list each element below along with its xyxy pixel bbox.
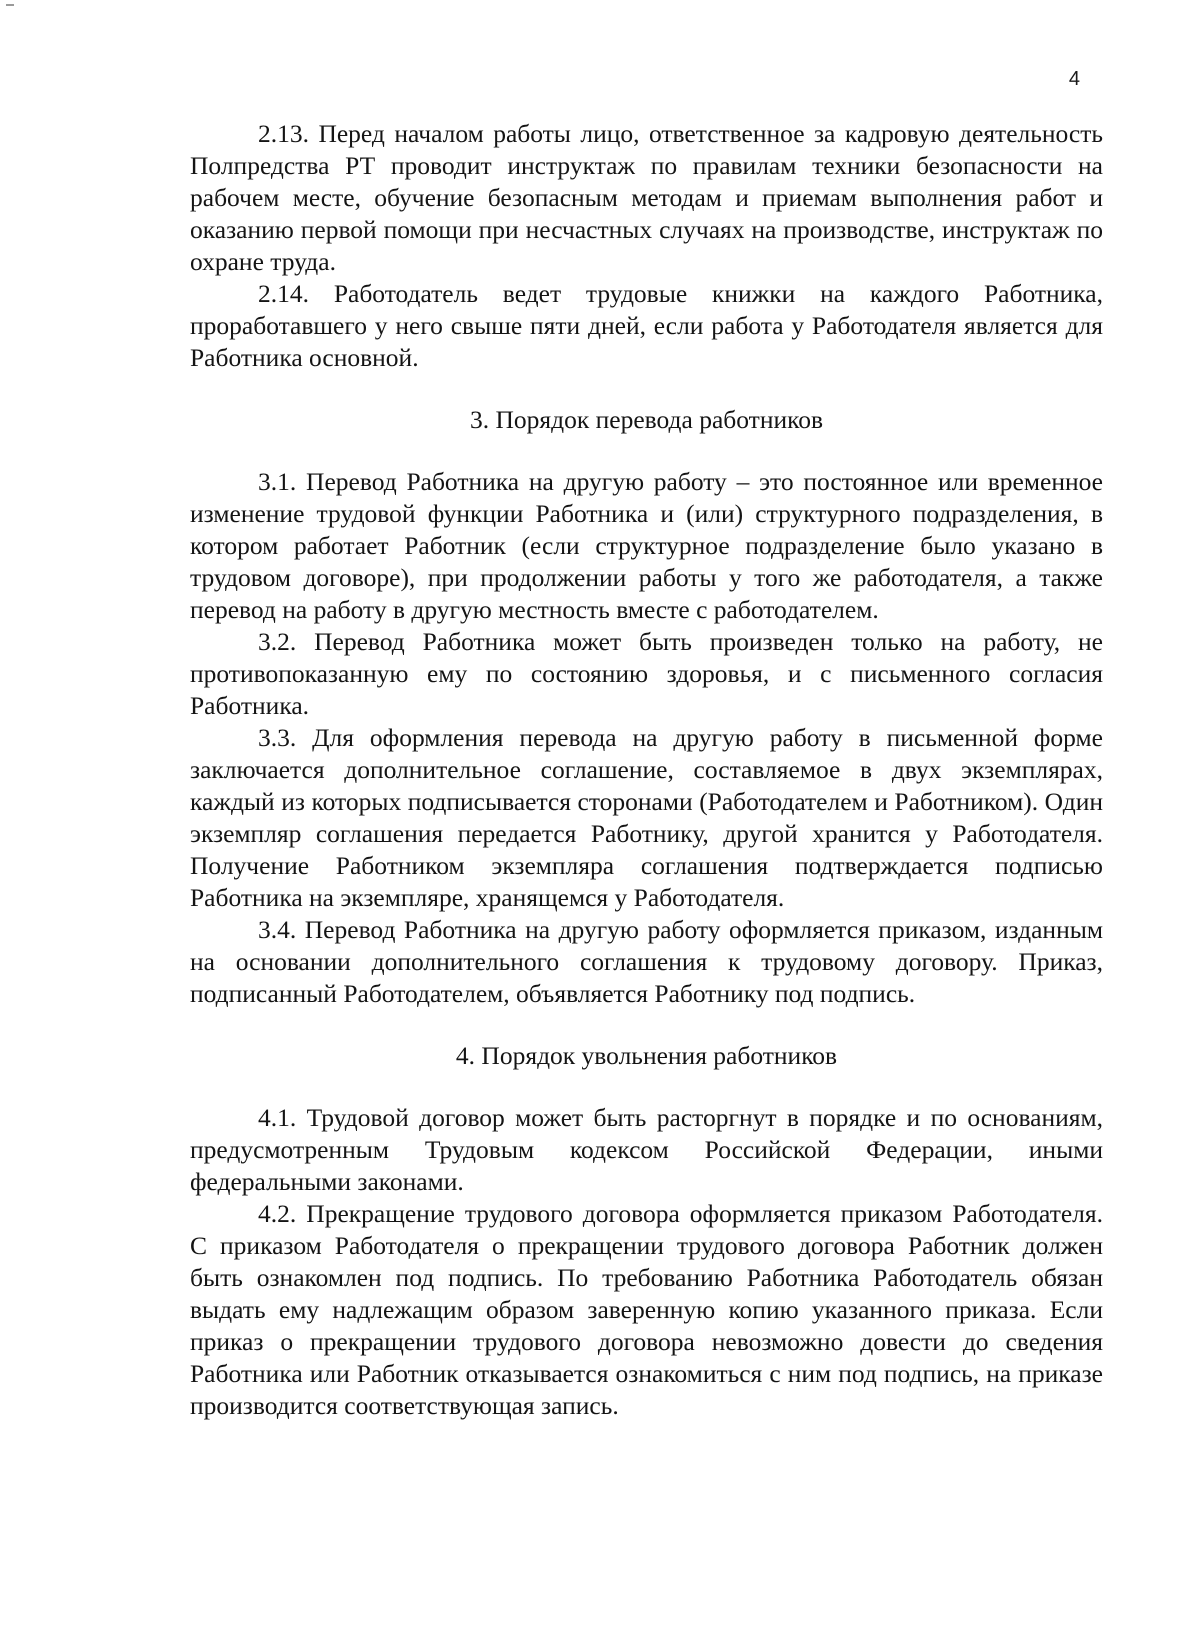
paragraph-3-4: 3.4. Перевод Работника на другую работу оформляется приказом, изданным на основании дополнительного соглашения к трудовому договору. Приказ, подписанный Работодателем, объявляется Работнику под подпись. bbox=[190, 915, 1103, 1008]
paragraph-3-1: 3.1. Перевод Работника на другую работу – это постоянное или временное изменение трудовой функции Работника и (или) структурного подразделения, в котором работает Работник (если структурное подразделение было указано в трудовом договоре), при продолжении работы у того же работодателя, а также перевод на работу в другую местность вместе с работодателем. bbox=[190, 467, 1103, 624]
document-body bbox=[190, 118, 1103, 1422]
scan-artifact bbox=[6, 4, 14, 6]
paragraph-4-1: 4.1. Трудовой договор может быть расторгнут в порядке и по основаниям, предусмотренным Трудовым кодексом Российской Федерации, иными федеральными законами. bbox=[190, 1103, 1103, 1196]
paragraph-2-14: 2.14. Работодатель ведет трудовые книжки на каждого Работника, проработавшего у него свыше пяти дней, если работа у Работодателя является для Работника основной. bbox=[190, 279, 1103, 372]
paragraph-3-2: 3.2. Перевод Работника может быть произведен только на работу, не противопоказанную ему по состоянию здоровья, и с письменного согласия Работника. bbox=[190, 627, 1103, 720]
paragraph-2-13: 2.13. Перед началом работы лицо, ответственное за кадровую деятельность Полпредства РТ проводит инструктаж по правилам техники безопасности на рабочем месте, обучение безопасным методам и приемам выполнения работ и оказанию первой помощи при несчастных случаях на производстве, инструктаж по охране труда. bbox=[190, 119, 1103, 276]
section-3-heading: 3. Порядок перевода работников bbox=[470, 405, 823, 434]
paragraph-3-3: 3.3. Для оформления перевода на другую работу в письменной форме заключается дополнительное соглашение, составляемое в двух экземплярах, каждый из которых подписывается сторонами (Работодателем и Работником). Один экземпляр соглашения передается Работнику, другой хранится у Работодателя. Получение Работником экземпляра соглашения подтверждается подписью Работника на экземпляре, хранящемся у Работодателя. bbox=[190, 723, 1103, 912]
paragraph-4-2: 4.2. Прекращение трудового договора оформляется приказом Работодателя. С приказом Работодателя о прекращении трудового договора Работник должен быть ознакомлен под подпись. По требованию Работника Работодатель обязан выдать ему надлежащим образом заверенную копию указанного приказа. Если приказ о прекращении трудового договора невозможно довести до сведения Работника или Работник отказывается ознакомиться с ним под подпись, на приказе производится соответствующая запись. bbox=[190, 1199, 1103, 1420]
page-number: 4 bbox=[1068, 68, 1080, 90]
section-4-heading: 4. Порядок увольнения работников bbox=[455, 1041, 838, 1070]
